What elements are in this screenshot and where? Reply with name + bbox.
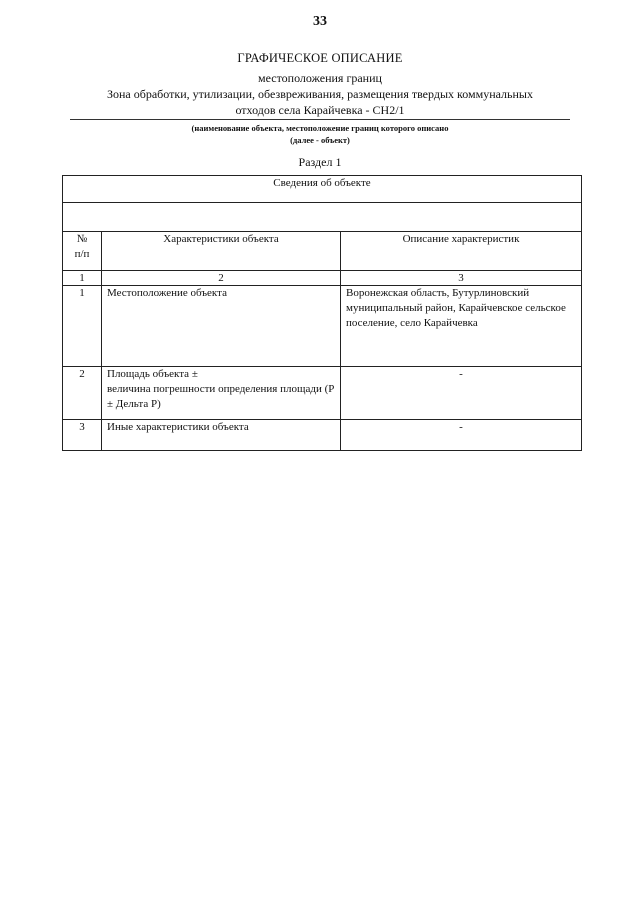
- row-characteristic: Местоположение объекта: [102, 286, 341, 367]
- table-row: [63, 420, 582, 451]
- row-description: -: [341, 420, 582, 451]
- table-row: [63, 286, 582, 367]
- caption: [60, 122, 580, 146]
- caption-line-2: (далее - объект): [290, 135, 350, 145]
- object-info-table: [62, 175, 582, 451]
- title-underline: [70, 119, 570, 120]
- column-header-num-line-1: №: [76, 233, 88, 245]
- column-header-num: [63, 232, 102, 271]
- row-number: 2: [63, 367, 102, 420]
- table-header: Сведения об объекте: [63, 176, 582, 203]
- document-title: ГРАФИЧЕСКОЕ ОПИСАНИЕ: [237, 51, 403, 65]
- row-number: 1: [63, 286, 102, 367]
- row-description: -: [341, 367, 582, 420]
- title-block: [60, 50, 580, 118]
- column-header-num-line-2: п/п: [74, 248, 90, 260]
- column-number-2: 2: [102, 271, 341, 286]
- row-characteristic: [102, 367, 341, 420]
- object-name-line-1: Зона обработки, утилизации, обезвреживания, размещения твердых коммунальных: [106, 87, 533, 101]
- row-characteristic-line-2: величина погрешности определения площади (P ± Дельта P): [107, 383, 334, 410]
- column-header-characteristic: Характеристики объекта: [102, 232, 341, 271]
- column-number-1: 1: [63, 271, 102, 286]
- column-number-3: 3: [341, 271, 582, 286]
- table-blank-cell: [63, 203, 582, 232]
- column-number-row: [63, 271, 582, 286]
- column-header-row: [63, 232, 582, 271]
- row-number: 3: [63, 420, 102, 451]
- object-name-line-2: отходов села Карайчевка - СН2/1: [235, 103, 405, 117]
- row-description: Воронежская область, Бутурлиновский муниципальный район, Карайчевское сельское поселение, село Карайчевка: [341, 286, 582, 367]
- row-characteristic: Иные характеристики объекта: [102, 420, 341, 451]
- caption-line-1: (наименование объекта, местоположение границ которого описано: [191, 123, 449, 133]
- column-header-description: Описание характеристик: [341, 232, 582, 271]
- section-label: Раздел 1: [298, 155, 342, 169]
- table-header-row: [63, 176, 582, 203]
- row-characteristic-line-1: Площадь объекта ±: [107, 368, 198, 380]
- table-row: [63, 367, 582, 420]
- document-subtitle: местоположения границ: [258, 71, 382, 85]
- page-number: 33: [313, 14, 327, 29]
- table-blank-row: [63, 203, 582, 232]
